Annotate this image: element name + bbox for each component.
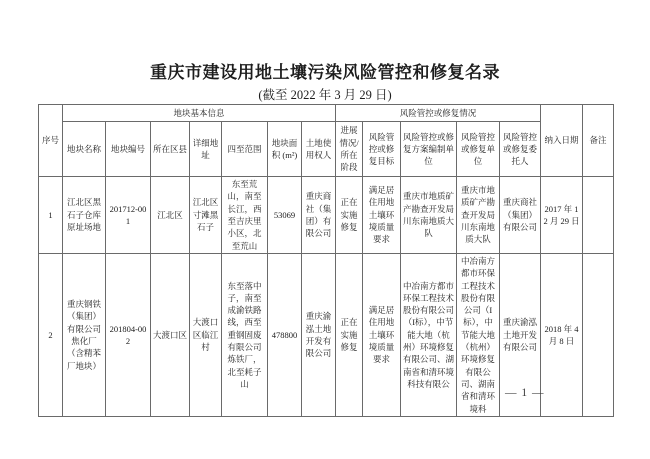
header-land-user: 土地使用权人 — [302, 122, 336, 177]
cell-progress: 正在实施修复 — [336, 177, 363, 254]
cell-site-name: 重庆钢铁（集团）有限公司焦化厂（含精苯厂地块） — [63, 253, 106, 416]
header-target: 风险管控或修复目标 — [363, 122, 401, 177]
cell-remediation-agency: 重庆市地质矿产勘查开发局川东南地质大队 — [457, 177, 500, 254]
header-remediation-agency: 风险管控或修复单位 — [457, 122, 500, 177]
header-remarks: 备注 — [583, 105, 614, 177]
header-site-code: 地块编号 — [106, 122, 151, 177]
cell-remarks — [583, 177, 614, 254]
cell-progress: 正在实施修复 — [336, 253, 363, 416]
cell-district: 江北区 — [151, 177, 190, 254]
header-area: 地块面积 (m²) — [268, 122, 302, 177]
header-inclusion-date: 纳入日期 — [541, 105, 583, 177]
cell-inclusion-date: 2018 年 4 月 8 日 — [541, 253, 583, 416]
records-table — [38, 104, 614, 417]
header-district: 所在区县 — [151, 122, 190, 177]
header-progress-stage: 进展情况/所在阶段 — [336, 122, 363, 177]
cell-client: 重庆商社（集团）有限公司 — [500, 177, 541, 254]
cell-site-code: 201804-002 — [106, 253, 151, 416]
cell-plan-agency: 中冶南方都市环保工程技术股份有限公司（I标），中节能大地（杭州）环境修复有限公司、湖南省和清环境科技有限公 — [401, 253, 457, 416]
cell-area: 478800 — [268, 253, 302, 416]
cell-remediation-agency: 中冶南方都市环保工程技术股份有限公司（I标），中节能大地（杭州）环境修复有限公司、湖南省和清环境科 — [457, 253, 500, 416]
cell-target: 满足居住用地土壤环境质量要求 — [363, 253, 401, 416]
cell-target: 满足居住用地土壤环境质量要求 — [363, 177, 401, 254]
header-serial: 序号 — [39, 105, 63, 177]
cell-inclusion-date: 2017 年 12 月 29 日 — [541, 177, 583, 254]
header-basic-info-group: 地块基本信息 — [63, 105, 336, 122]
page-number: — 1 — — [505, 387, 545, 399]
header-client: 风险管控或修复委托人 — [500, 122, 541, 177]
cell-land-user: 重庆商社（集团）有限公司 — [302, 177, 336, 254]
cell-serial: 1 — [39, 177, 63, 254]
table-row — [39, 177, 614, 254]
header-site-name: 地块名称 — [63, 122, 106, 177]
cell-address: 大渡口区临江村 — [190, 253, 222, 416]
cell-client: 重庆渝泓土地开发有限公司 — [500, 253, 541, 416]
cell-boundaries: 东至落中子，南至成渝铁路线，西至重钢固废有限公司炼铁厂，北至耗子山 — [222, 253, 268, 416]
cell-site-name: 江北区黑石子仓库原址场地 — [63, 177, 106, 254]
cell-district: 大渡口区 — [151, 253, 190, 416]
cell-address: 江北区寸滩黑石子 — [190, 177, 222, 254]
cell-area: 53069 — [268, 177, 302, 254]
header-boundaries: 四至范围 — [222, 122, 268, 177]
header-plan-agency: 风险管控或修复方案编制单位 — [401, 122, 457, 177]
cell-plan-agency: 重庆市地质矿产勘查开发局川东南地质大队 — [401, 177, 457, 254]
cell-site-code: 201712-001 — [106, 177, 151, 254]
cell-serial: 2 — [39, 253, 63, 416]
document-subtitle: (截至 2022 年 3 月 29 日) — [258, 88, 392, 102]
document-title: 重庆市建设用地土壤污染风险管控和修复名录 — [150, 63, 500, 82]
cell-land-user: 重庆渝泓土地开发有限公司 — [302, 253, 336, 416]
header-address: 详细地址 — [190, 122, 222, 177]
header-risk-group: 风险管控或修复情况 — [336, 105, 541, 122]
cell-remarks — [583, 253, 614, 416]
cell-boundaries: 东至荒山，南至长江，西至吉庆里小区，北至荒山 — [222, 177, 268, 254]
